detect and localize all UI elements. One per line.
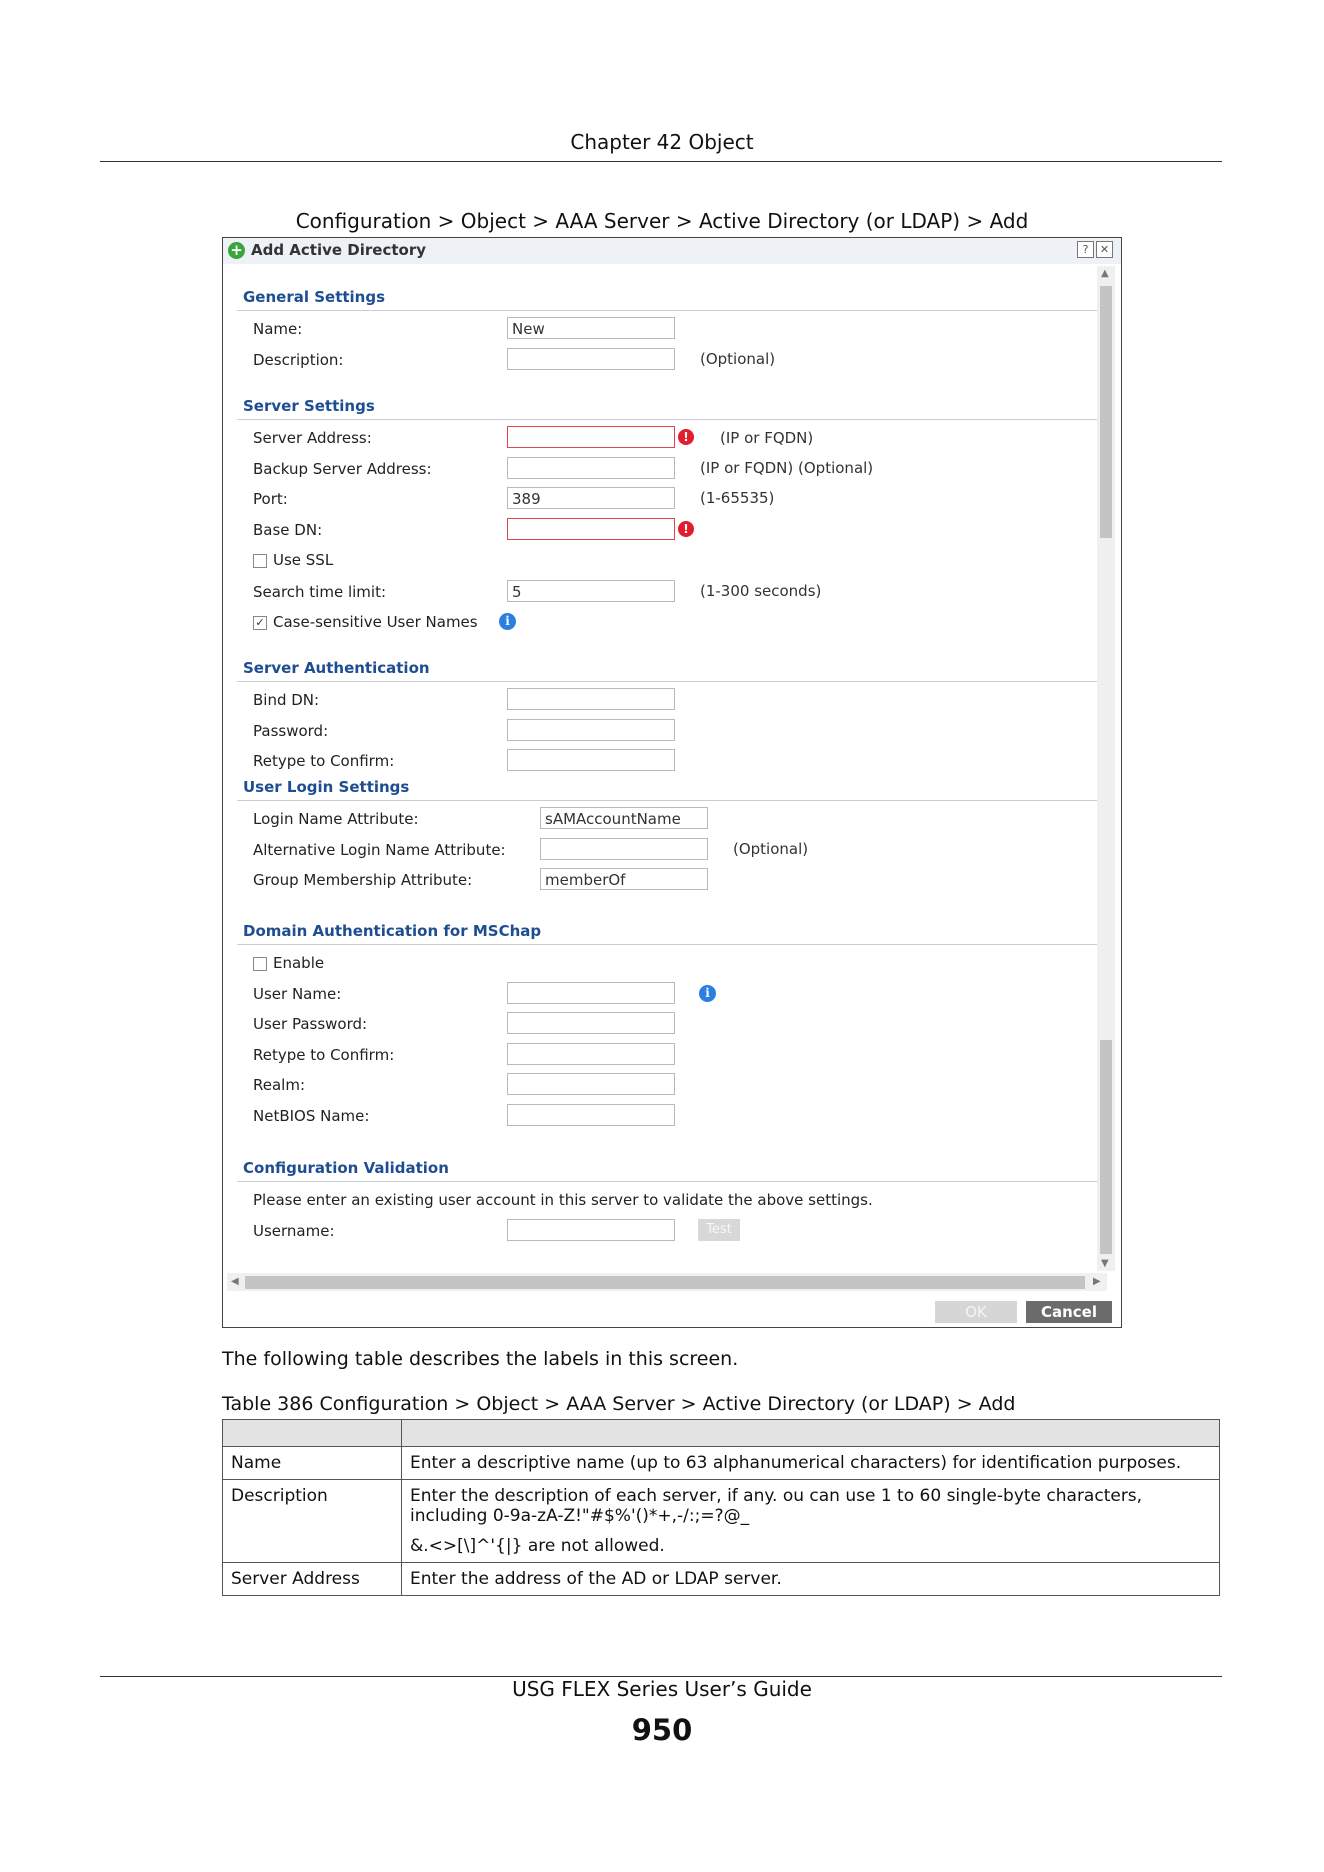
bind-dn-input[interactable] [507, 688, 675, 710]
backup-server-address-hint: (IP or FQDN) (Optional) [700, 459, 874, 477]
error-icon: ! [678, 429, 694, 445]
scroll-left-icon[interactable]: ◀ [231, 1276, 239, 1287]
search-time-limit-input[interactable]: 5 [507, 580, 675, 602]
figure-caption: Configuration > Object > AAA Server > Active Directory (or LDAP) > Add [295, 209, 1029, 233]
section-divider [237, 310, 1105, 311]
ok-button[interactable]: OK [935, 1301, 1017, 1323]
server-address-label: Server Address: [253, 429, 372, 447]
realm-input[interactable] [507, 1073, 675, 1095]
alternative-login-name-attribute-input[interactable] [540, 838, 708, 860]
description-hint: (Optional) [700, 350, 776, 368]
section-divider [237, 800, 1105, 801]
description-input[interactable] [507, 348, 675, 370]
table-row [223, 1563, 1220, 1596]
table-header-row [223, 1420, 1220, 1447]
vertical-scrollbar[interactable] [1097, 266, 1115, 1271]
description-label: Description: [253, 351, 344, 369]
scroll-right-icon[interactable]: ▶ [1093, 1276, 1101, 1287]
error-icon: ! [678, 521, 694, 537]
section-domain-authentication: Domain Authentication for MSChap [243, 922, 542, 940]
password-input[interactable] [507, 719, 675, 741]
section-general-settings: General Settings [243, 288, 386, 306]
section-configuration-validation: Configuration Validation [243, 1159, 449, 1177]
table-caption: Table 386 Configuration > Object > AAA Server > Active Directory (or LDAP) > Add [222, 1393, 1016, 1415]
row-label: Name [223, 1447, 402, 1480]
scroll-down-icon[interactable]: ▼ [1101, 1258, 1109, 1269]
user-password-input[interactable] [507, 1012, 675, 1034]
row-label: Description [223, 1480, 402, 1563]
table-row [223, 1480, 1220, 1563]
vertical-scroll-thumb[interactable] [1100, 1040, 1112, 1254]
section-divider [237, 1181, 1105, 1182]
dialog-title: Add Active Directory [251, 241, 426, 259]
horizontal-scrollbar[interactable] [227, 1273, 1107, 1291]
password-label: Password: [253, 722, 329, 740]
retype-confirm-2-input[interactable] [507, 1043, 675, 1065]
table-row [223, 1447, 1220, 1480]
search-time-limit-hint: (1-300 seconds) [700, 582, 822, 600]
row-description: Enter a descriptive name (up to 63 alphanumerical characters) for identification purposes. [402, 1447, 1220, 1480]
use-ssl-checkbox[interactable] [253, 554, 267, 568]
page-number: 950 [631, 1713, 693, 1747]
server-address-hint: (IP or FQDN) [720, 429, 814, 447]
name-input[interactable]: New [507, 317, 675, 339]
section-divider [237, 944, 1105, 945]
row-description-cell [402, 1480, 1220, 1563]
use-ssl-label: Use SSL [273, 551, 334, 569]
info-icon[interactable]: i [499, 613, 516, 630]
enable-checkbox[interactable] [253, 957, 267, 971]
bind-dn-label: Bind DN: [253, 691, 320, 709]
user-name-input[interactable] [507, 982, 675, 1004]
login-name-attribute-label: Login Name Attribute: [253, 810, 419, 828]
case-sensitive-checkbox[interactable]: ✓ [253, 616, 267, 630]
row-description-note: &.<>[\]^'{|} are not allowed. [410, 1536, 665, 1556]
retype-confirm-input[interactable] [507, 749, 675, 771]
cancel-button[interactable]: Cancel [1026, 1301, 1112, 1323]
realm-label: Realm: [253, 1076, 306, 1094]
test-button[interactable]: Test [698, 1219, 740, 1241]
retype-confirm-label: Retype to Confirm: [253, 752, 395, 770]
group-membership-attribute-label: Group Membership Attribute: [253, 871, 473, 889]
table-header-cell [223, 1420, 402, 1447]
group-membership-attribute-input[interactable]: memberOf [540, 868, 708, 890]
header-rule [100, 161, 1222, 162]
validation-instructions: Please enter an existing user account in this server to validate the above settings. [253, 1191, 873, 1209]
chapter-header: Chapter 42 Object [570, 130, 754, 154]
vertical-scroll-thumb[interactable] [1100, 286, 1112, 538]
section-divider [237, 419, 1105, 420]
alternative-login-name-attribute-label: Alternative Login Name Attribute: [253, 841, 506, 859]
horizontal-scroll-thumb[interactable] [245, 1276, 1085, 1289]
section-server-settings: Server Settings [243, 397, 375, 415]
user-password-label: User Password: [253, 1015, 368, 1033]
section-server-authentication: Server Authentication [243, 659, 430, 677]
help-icon[interactable]: ? [1077, 241, 1094, 258]
port-hint: (1-65535) [700, 489, 775, 507]
section-user-login-settings: User Login Settings [243, 778, 410, 796]
alternative-login-hint: (Optional) [733, 840, 809, 858]
row-description: Enter the description of each server, if any. ou can use 1 to 60 single-byte characters, including 0-9a-zA-Z!"#$%'()*+,-/:;=?@_ [410, 1486, 1143, 1526]
add-active-directory-dialog [222, 237, 1122, 1328]
port-label: Port: [253, 490, 288, 508]
enable-label: Enable [273, 954, 325, 972]
close-icon[interactable]: ✕ [1096, 241, 1113, 258]
netbios-name-input[interactable] [507, 1104, 675, 1126]
description-table [222, 1419, 1220, 1596]
netbios-name-label: NetBIOS Name: [253, 1107, 370, 1125]
scroll-up-icon[interactable]: ▲ [1101, 268, 1109, 279]
user-name-label: User Name: [253, 985, 342, 1003]
base-dn-input[interactable] [507, 518, 675, 540]
username-label: Username: [253, 1222, 335, 1240]
name-label: Name: [253, 320, 303, 338]
add-icon: + [228, 242, 245, 259]
footer-guide-title: USG FLEX Series User’s Guide [512, 1677, 812, 1701]
server-address-input[interactable] [507, 426, 675, 448]
dialog-titlebar [223, 238, 1121, 264]
backup-server-address-label: Backup Server Address: [253, 460, 432, 478]
table-header-cell [402, 1420, 1220, 1447]
info-icon[interactable]: i [699, 985, 716, 1002]
port-input[interactable]: 389 [507, 487, 675, 509]
case-sensitive-label: Case-sensitive User Names [273, 613, 478, 631]
search-time-limit-label: Search time limit: [253, 583, 387, 601]
row-description: Enter the address of the AD or LDAP server. [402, 1563, 1220, 1596]
intro-text: The following table describes the labels in this screen. [222, 1348, 739, 1370]
backup-server-address-input[interactable] [507, 457, 675, 479]
row-label: Server Address [223, 1563, 402, 1596]
login-name-attribute-input[interactable]: sAMAccountName [540, 807, 708, 829]
section-divider [237, 681, 1105, 682]
username-input[interactable] [507, 1219, 675, 1241]
base-dn-label: Base DN: [253, 521, 323, 539]
retype-confirm-2-label: Retype to Confirm: [253, 1046, 395, 1064]
